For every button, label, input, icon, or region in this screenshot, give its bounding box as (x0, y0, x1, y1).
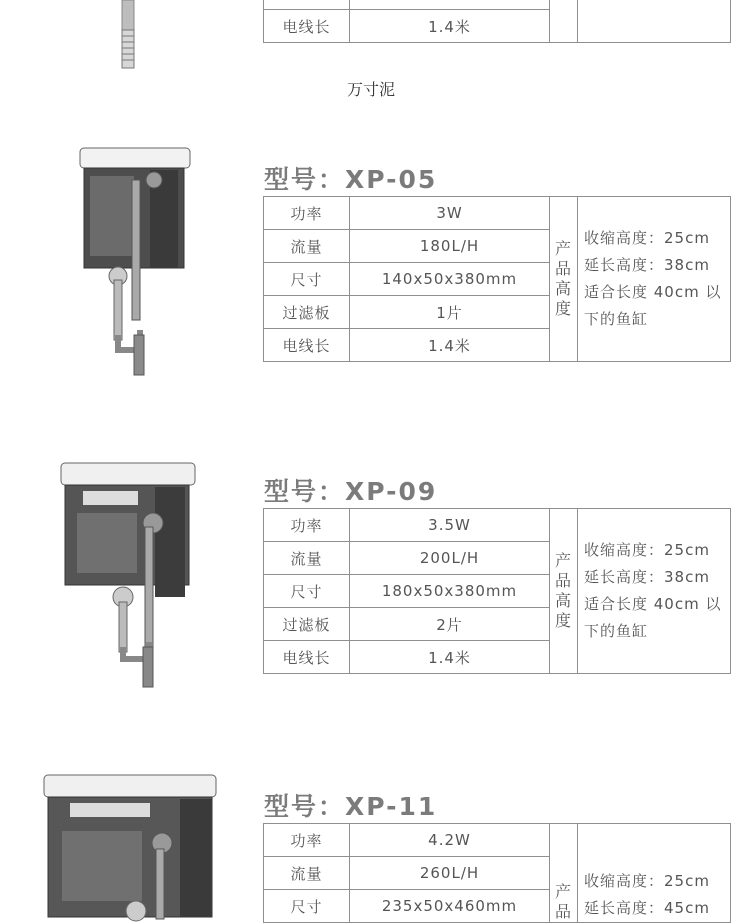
spec-label: 过滤板 (264, 296, 350, 329)
spec-value: 140x50x380mm (350, 263, 550, 296)
spec-value: 4.2W (350, 824, 550, 857)
filter-product-image (70, 140, 200, 380)
spec-value: 260L/H (350, 857, 550, 890)
spec-value: 1.4米 (350, 641, 550, 674)
spec-label: 功率 (264, 509, 350, 542)
product-height-desc: 收缩高度：25cm 延长高度：45cm (578, 824, 731, 923)
product-xp05 (0, 140, 750, 390)
spec-label: 流量 (264, 230, 350, 263)
spec-label: 电线长 (264, 641, 350, 674)
spec-label: 电线长 (264, 10, 350, 43)
spec-table (263, 196, 731, 362)
spec-label: 电线长 (264, 329, 350, 362)
spec-label: 流量 (264, 857, 350, 890)
model-title: 型号：XP-05 (264, 165, 438, 194)
spec-value: 180x50x380mm (350, 575, 550, 608)
spec-label: 流量 (264, 542, 350, 575)
filter-product-image (55, 457, 205, 692)
top-fragment (0, 0, 750, 110)
spec-label: 尺寸 (264, 890, 350, 923)
spec-value: 235x50x460mm (350, 890, 550, 923)
image-caption: 万寸泥 (347, 80, 396, 99)
product-height-header: 产品高度 (550, 197, 578, 362)
spec-label: 尺寸 (264, 263, 350, 296)
spec-value: 2片 (350, 608, 550, 641)
spec-label: 尺寸 (264, 575, 350, 608)
product-height-desc: 收缩高度：25cm 延长高度：38cm 适合长度 40cm 以 下的鱼缸 (578, 509, 731, 674)
spec-table (263, 508, 731, 674)
spec-label: 功率 (264, 824, 350, 857)
product-height-header: 产品高度 (550, 509, 578, 674)
spec-table-partial (263, 0, 731, 43)
filter-product-image (40, 771, 220, 921)
intake-pipe-image (113, 0, 143, 70)
spec-value: 1.4米 (350, 10, 550, 43)
spec-value: 1.4米 (350, 329, 550, 362)
spec-label: 过滤板 (264, 608, 350, 641)
spec-table (263, 823, 731, 923)
spec-value: 1片 (350, 296, 550, 329)
model-title: 型号：XP-09 (264, 477, 438, 506)
spec-value: 200L/H (350, 542, 550, 575)
spec-value: 3.5W (350, 509, 550, 542)
spec-value: 3W (350, 197, 550, 230)
model-title: 型号：XP-11 (264, 792, 438, 821)
product-xp09 (0, 452, 750, 702)
spec-label: 功率 (264, 197, 350, 230)
product-height-desc: 收缩高度：25cm 延长高度：38cm 适合长度 40cm 以 下的鱼缸 (578, 197, 731, 362)
spec-value: 180L/H (350, 230, 550, 263)
product-xp11 (0, 767, 750, 921)
product-height-header: 产品 (550, 824, 578, 923)
